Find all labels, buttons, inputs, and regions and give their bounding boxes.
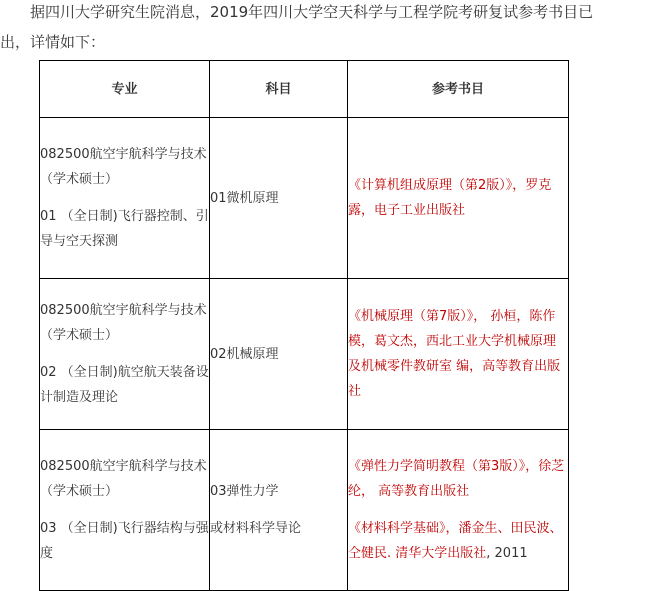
major-direction: 01 （全日制)飞行器控制、引导与空天探测: [40, 209, 209, 249]
book-entry: 《弹性力学简明教程（第3版）》，徐芝纶， 高等教育出版社: [348, 459, 565, 499]
subject-cell: 01微机原理: [210, 118, 348, 279]
book-entry-2: [348, 516, 568, 566]
major-cell: [40, 430, 210, 591]
table-row: [40, 118, 569, 279]
book-cell: [348, 118, 569, 279]
book-entry: 《机械原理（第7版）》， 孙桓，陈作模，葛文杰，西北工业大学机械原理及机械零件教研室 编，高等教育出版社: [348, 309, 561, 399]
header-subject: 科目: [210, 61, 348, 118]
major-direction: 02 （全日制)航空航天装备设计制造及理论: [40, 365, 209, 405]
major-cell: [40, 279, 210, 430]
table-header-row: [40, 61, 569, 118]
book-cell: [348, 430, 569, 591]
header-major: 专业: [40, 61, 210, 118]
table-row: [40, 430, 569, 591]
reference-books-table: [39, 60, 569, 591]
book-entry: 《计算机组成原理（第2版）》，罗克露，电子工业出版社: [348, 178, 552, 218]
major-name: 082500航空宇航科学与技术（学术硕士）: [40, 303, 207, 343]
subject-line-2: 或材料科学导论: [210, 521, 302, 536]
major-name: 082500航空宇航科学与技术（学术硕士）: [40, 459, 207, 499]
subject-cell: 02机械原理: [210, 279, 348, 430]
book-entry-2-title: 《材料科学基础》，潘金生、田民波、仝健民. 清华大学出版社: [348, 521, 563, 561]
major-name: 082500航空宇航科学与技术（学术硕士）: [40, 147, 207, 187]
intro-line-2: 出，详情如下：: [0, 33, 106, 51]
table-row: [40, 279, 569, 430]
major-direction: 03 （全日制)飞行器结构与强度: [40, 521, 209, 561]
major-cell: [40, 118, 210, 279]
subject-line-1: 03弹性力学: [210, 484, 279, 499]
book-cell: [348, 279, 569, 430]
header-books: 参考书目: [348, 61, 569, 118]
book-entry-2-year: , 2011: [486, 546, 528, 561]
subject-cell: [210, 430, 348, 591]
intro-line-1: 据四川大学研究生院消息，2019年四川大学空天科学与工程学院考研复试参考书目已: [30, 3, 594, 21]
